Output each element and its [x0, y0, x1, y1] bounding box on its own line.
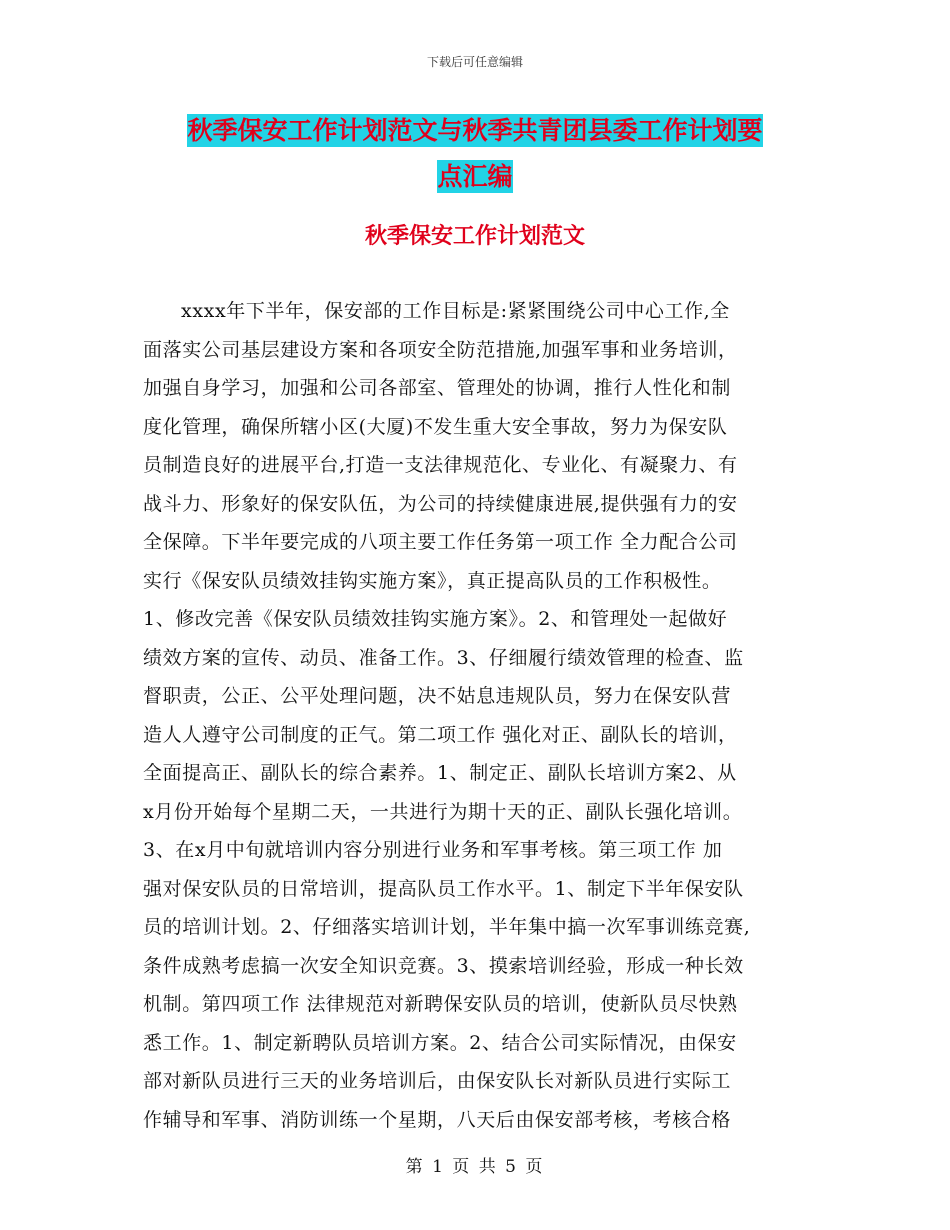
body-line: 部对新队员进行三天的业务培训后，由保安队长对新队员进行实际工 — [143, 1070, 732, 1092]
page-number: 第 1 页 共 5 页 — [405, 1157, 545, 1177]
body-line: 作辅导和军事、消防训练一个星期，八天后由保安部考核，考核合格 — [143, 1108, 732, 1131]
body-line: 员制造良好的进展平台,打造一支法律规范化、专业化、有凝聚力、有 — [143, 454, 738, 476]
body-line: 悉工作。1、制定新聘队员培训方案。2、结合公司实际情况，由保安 — [143, 1031, 737, 1054]
document-title-line-2-text: 点汇编 — [437, 162, 513, 191]
body-line: 加强自身学习，加强和公司各部室、管理处的协调，推行人性化和制 — [143, 377, 732, 399]
document-title-line-1 — [0, 108, 950, 154]
body-line: 实行《保安队员绩效挂钩实施方案》，真正提高队员的工作积极性。 — [143, 569, 722, 592]
document-title — [0, 108, 950, 200]
body-line: 全保障。下半年要完成的八项主要工作任务第一项工作 全力配合公司 — [143, 531, 738, 553]
body-line: 面落实公司基层建设方案和各项安全防范措施,加强军事和业务培训， — [143, 338, 738, 361]
body-paragraph — [143, 292, 808, 1139]
body-line: 条件成熟考虑搞一次安全知识竞赛。3、摸索培训经验，形成一种长效 — [143, 954, 744, 977]
body-line: 强对保安队员的日常培训，提高队员工作水平。1、制定下半年保安队 — [143, 877, 744, 900]
page-header-note: 下载后可任意编辑 — [426, 55, 523, 69]
body-line: 度化管理，确保所辖小区(大厦)不发生重大安全事故，努力为保安队 — [143, 415, 728, 438]
body-line: 战斗力、形象好的保安队伍，为公司的持续健康进展,提供强有力的安 — [143, 492, 738, 515]
body-line: x月份开始每个星期二天，一共进行为期十天的正、副队长强化培训。 — [143, 800, 743, 823]
body-line: xxxx年下半年，保安部的工作目标是:紧紧围绕公司中心工作,全 — [181, 300, 730, 322]
body-line: 督职责，公正、公平处理问题，决不姑息违规队员，努力在保安队营 — [143, 685, 732, 707]
body-line: 机制。第四项工作 法律规范对新聘保安队员的培训，使新队员尽快熟 — [143, 993, 738, 1015]
body-line: 员的培训计划。2、仔细落实培训计划，半年集中搞一次军事训练竞赛, — [143, 916, 751, 938]
document-title-line-2 — [0, 154, 950, 200]
body-line: 全面提高正、副队长的综合素养。1、制定正、副队长培训方案2、从 — [143, 762, 737, 784]
body-line: 1、修改完善《保安队员绩效挂钩实施方案》。2、和管理处一起做好 — [143, 608, 728, 630]
body-line: 3、在x月中旬就培训内容分别进行业务和军事考核。第三项工作 加 — [143, 839, 723, 861]
document-title-line-1-text: 秋季保安工作计划范文与秋季共青团县委工作计划要 — [187, 116, 763, 145]
body-line: 绩效方案的宣传、动员、准备工作。3、仔细履行绩效管理的检查、监 — [143, 646, 744, 669]
section-title: 秋季保安工作计划范文 — [364, 223, 585, 249]
body-line: 造人人遵守公司制度的正气。第二项工作 强化对正、副队长的培训， — [143, 723, 738, 746]
